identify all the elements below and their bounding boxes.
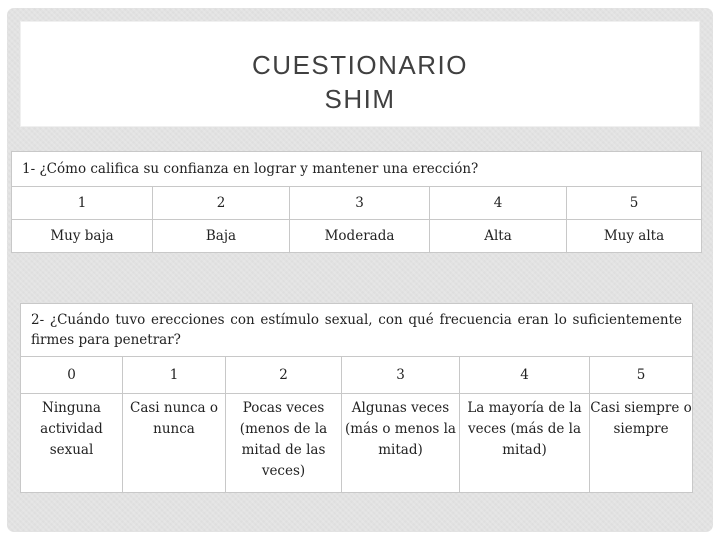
q2-answer-cell: La mayoría de la veces (más de la mitad) [460,394,590,493]
question-1-table [11,151,702,253]
question-2-text: 2- ¿Cuándo tuvo erecciones con estímulo sexual, con qué frecuencia eran lo suficientemente firmes para penetrar? [21,304,693,357]
title-box [21,22,699,126]
question-1-text: 1- ¿Cómo califica su confianza en lograr y mantener una erección? [12,152,702,187]
q1-score-cell: 1 [12,187,153,220]
q1-answer-cell: Alta [430,220,567,253]
q2-score-cell: 2 [226,357,342,394]
q2-score-cell: 1 [123,357,226,394]
q2-answer-cell: Pocas veces (menos de la mitad de las veces) [226,394,342,493]
q1-score-cell: 5 [567,187,702,220]
q1-answer-cell: Moderada [290,220,430,253]
q1-answer-cell: Baja [153,220,290,253]
q1-score-cell: 4 [430,187,567,220]
q1-answer-cell: Muy baja [12,220,153,253]
page-title [21,48,699,116]
q1-score-cell: 3 [290,187,430,220]
q2-score-cell: 5 [590,357,693,394]
title-line-2: SHIM [324,84,396,114]
q2-answer-cell: Casi siempre o siempre [590,394,693,493]
q2-answer-cell: Ninguna actividad sexual [21,394,123,493]
q2-answer-cell: Algunas veces (más o menos la mitad) [342,394,460,493]
q1-answer-cell: Muy alta [567,220,702,253]
q2-score-cell: 3 [342,357,460,394]
q2-answer-cell: Casi nunca o nunca [123,394,226,493]
title-line-1: CUESTIONARIO [252,50,468,80]
q1-score-cell: 2 [153,187,290,220]
question-2-table [20,303,693,493]
q2-score-cell: 0 [21,357,123,394]
q2-score-cell: 4 [460,357,590,394]
